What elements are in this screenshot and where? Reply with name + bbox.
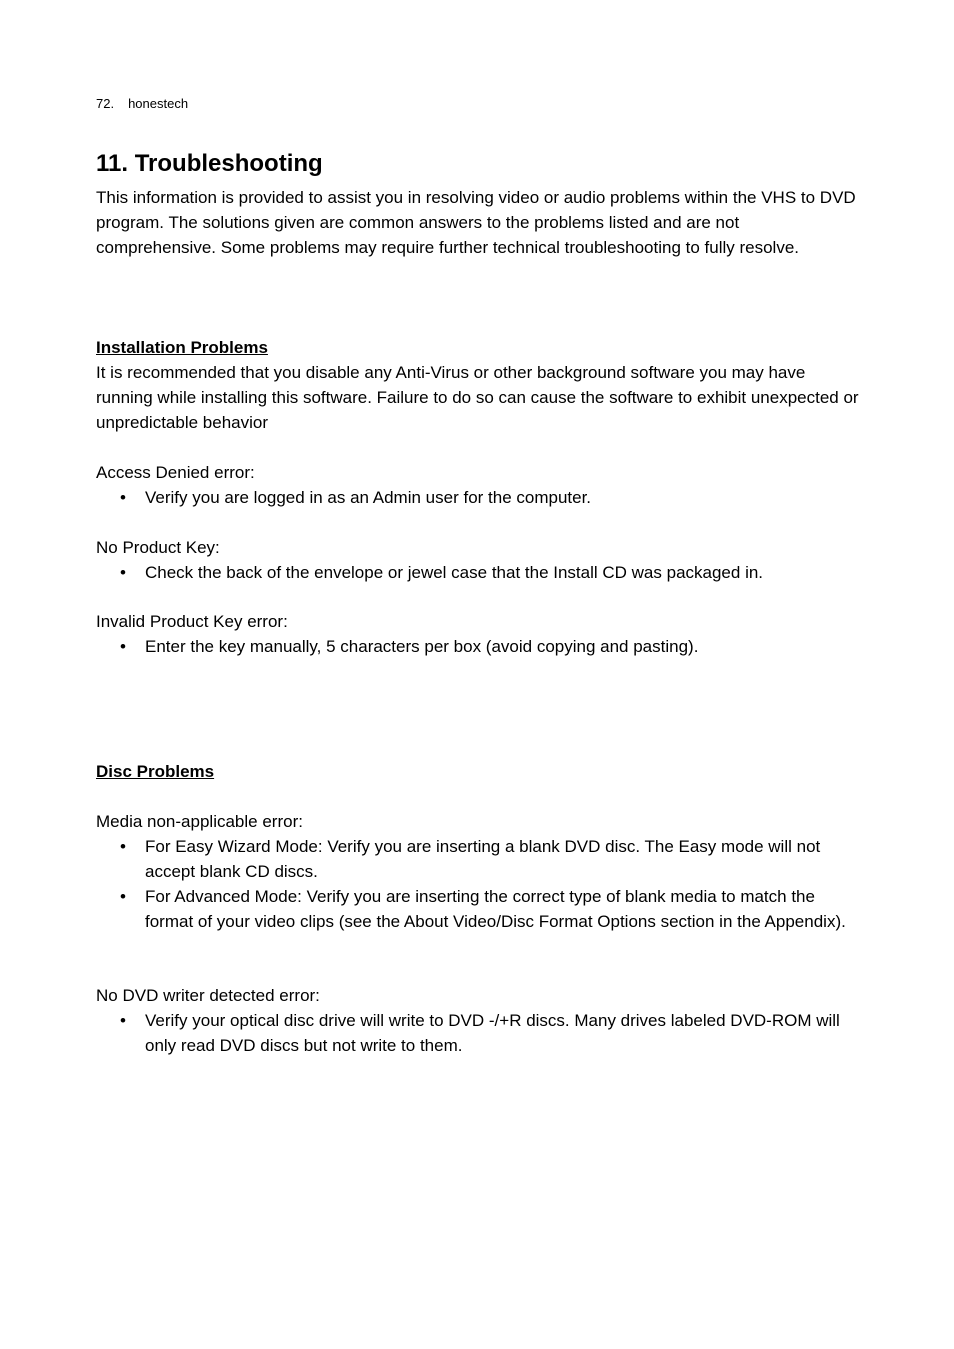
bullet-list <box>96 834 861 934</box>
issue-label: Access Denied error: <box>96 463 255 482</box>
issue-label: Media non-applicable error: <box>96 812 303 831</box>
issue-access-denied <box>96 460 861 510</box>
bullet-icon: • <box>120 637 126 656</box>
page-number: 72. <box>96 96 115 111</box>
issue-no-dvd-writer <box>96 983 861 1058</box>
bullet-list <box>96 485 861 510</box>
bullet-icon: • <box>120 488 126 507</box>
intro-paragraph: This information is provided to assist you in resolving video or audio problems within the VHS to DVD program. The solutions given are common answers to the problems listed and are not comprehensive. Some problems may require further technical troubleshooting to fully resolve. <box>96 188 856 257</box>
list-item <box>96 1008 861 1058</box>
list-item-text: For Easy Wizard Mode: Verify you are inserting a blank DVD disc. The Easy mode will not accept blank CD discs. <box>145 837 821 881</box>
bullet-icon: • <box>120 887 126 906</box>
header-brand: honestech <box>128 96 189 111</box>
list-item-text: For Advanced Mode: Verify you are inserting the correct type of blank media to match the format of your video clips (see the About Video/Disc Format Options section in the Appendix). <box>145 887 846 931</box>
bullet-icon: • <box>120 1011 126 1030</box>
bullet-list <box>96 560 861 585</box>
list-item <box>96 485 861 510</box>
issue-media-non-applicable <box>96 809 861 934</box>
issue-label: Invalid Product Key error: <box>96 612 288 631</box>
list-item <box>96 834 861 884</box>
page-header <box>96 96 188 112</box>
list-item-text: Verify you are logged in as an Admin user for the computer. <box>145 488 592 507</box>
issue-no-product-key <box>96 535 861 585</box>
bullet-list <box>96 1008 861 1058</box>
list-item-text: Enter the key manually, 5 characters per box (avoid copying and pasting). <box>145 637 699 656</box>
bullet-icon: • <box>120 837 126 856</box>
bullet-icon: • <box>120 563 126 582</box>
issue-label: No DVD writer detected error: <box>96 986 320 1005</box>
list-item-text: Check the back of the envelope or jewel case that the Install CD was packaged in. <box>145 563 764 582</box>
list-item <box>96 884 861 934</box>
issue-invalid-product-key <box>96 609 861 659</box>
list-item <box>96 560 861 585</box>
installation-description: It is recommended that you disable any Anti-Virus or other background software you may have running while installing this software. Failure to do so can cause the software to exhibit unexpected or unpredictable behavior <box>96 363 859 432</box>
page-title: 11. Troubleshooting <box>96 150 323 177</box>
list-item-text: Verify your optical disc drive will write to DVD -/+R discs. Many drives labeled DVD-ROM will only read DVD discs but not write to them. <box>145 1011 840 1055</box>
installation-heading: Installation Problems <box>96 338 268 357</box>
bullet-list <box>96 634 861 659</box>
disc-heading: Disc Problems <box>96 762 215 781</box>
list-item <box>96 634 861 659</box>
issue-label: No Product Key: <box>96 538 220 557</box>
